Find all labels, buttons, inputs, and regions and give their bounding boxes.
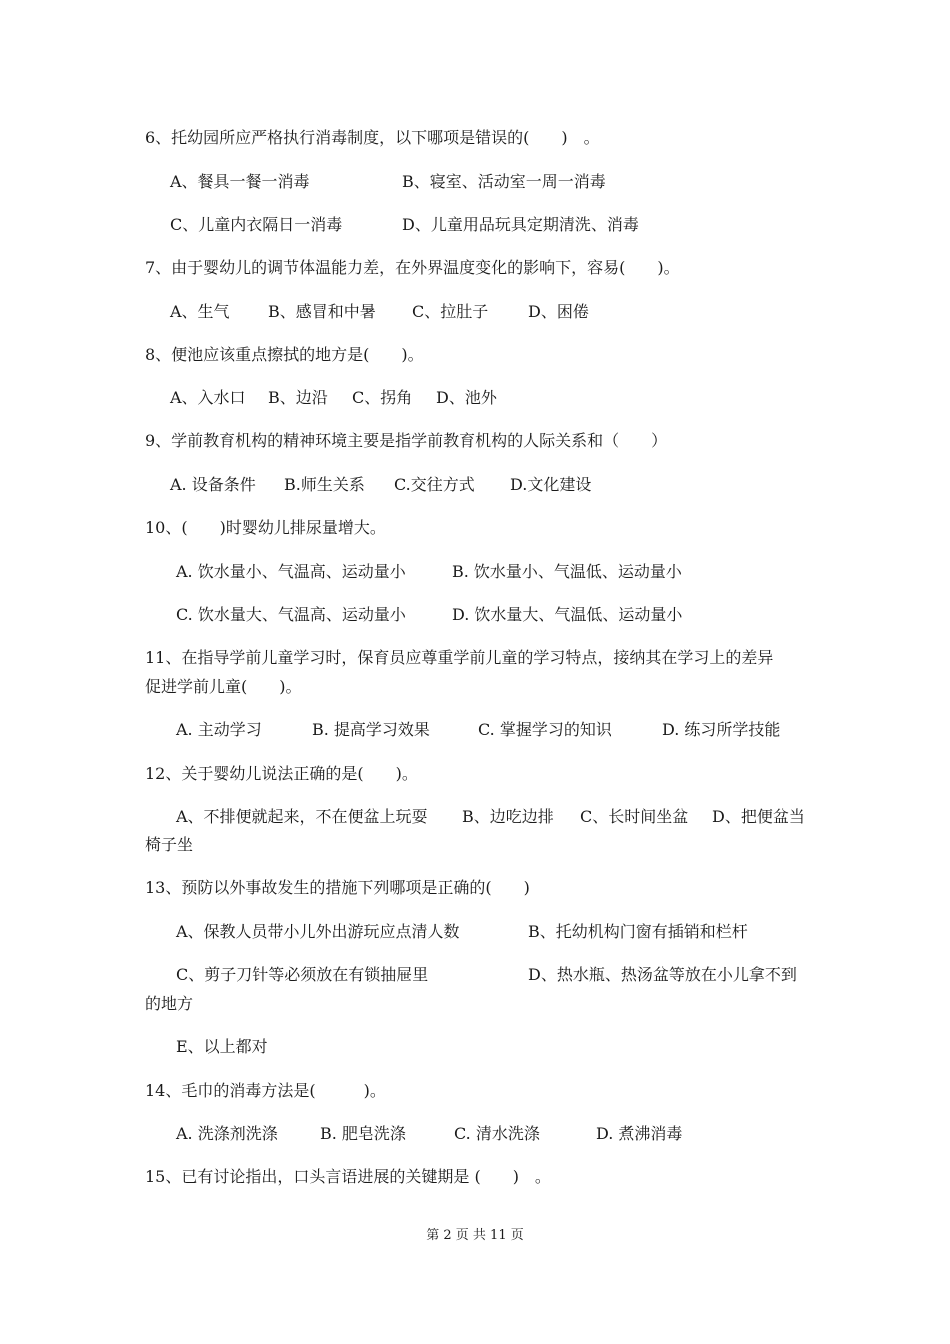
question-11-stem-line-2: 促进学前儿童( )。 [145,677,302,696]
question-11-option-c: C. 掌握学习的知识 [478,720,612,739]
question-13-option-d: D、热水瓶、热汤盆等放在小儿拿不到 [528,965,797,984]
question-15-stem: 15、已有讨论指出，口头言语进展的关键期是 ( ) 。 [145,1167,551,1186]
question-12-option-d-continuation: 椅子坐 [145,835,194,854]
question-11-stem-line-1: 11、在指导学前儿童学习时，保育员应尊重学前儿童的学习特点，接纳其在学习上的差异 [145,648,774,667]
question-8-option-a: A、入水口 [170,388,246,407]
question-14-option-b: B. 肥皂洗涤 [320,1124,406,1143]
question-6-option-a: A、餐具一餐一消毒 [170,172,310,191]
question-9-stem: 9、学前教育机构的精神环境主要是指学前教育机构的人际关系和（ ） [145,431,668,450]
question-7-option-d: D、困倦 [528,302,589,321]
page-number-footer: 第 2 页 共 11 页 [426,1228,524,1243]
question-7-stem: 7、由于婴幼儿的调节体温能力差，在外界温度变化的影响下，容易( )。 [145,258,680,277]
question-14-stem: 14、毛巾的消毒方法是( )。 [145,1081,386,1100]
question-9-option-b: B.师生关系 [284,475,365,494]
question-12-stem: 12、关于婴幼儿说法正确的是( )。 [145,764,418,783]
question-13-option-c: C、剪子刀针等必须放在有锁抽屉里 [176,965,429,984]
question-9-option-a: A. 设备条件 [170,475,256,494]
question-10-option-d: D. 饮水量大、气温低、运动量小 [452,605,683,624]
question-13-option-d-continuation: 的地方 [145,994,194,1013]
question-8-option-d: D、池外 [436,388,497,407]
question-10-option-a: A. 饮水量小、气温高、运动量小 [176,562,406,581]
question-13-stem: 13、预防以外事故发生的措施下列哪项是正确的( ) [145,878,530,897]
question-8-stem: 8、便池应该重点擦拭的地方是( )。 [145,345,424,364]
question-12-option-c: C、长时间坐盆 [580,807,689,826]
question-6-stem: 6、托幼园所应严格执行消毒制度，以下哪项是错误的( ) 。 [145,128,600,147]
question-14-option-d: D. 煮沸消毒 [596,1124,683,1143]
question-9-option-d: D.文化建设 [510,475,592,494]
question-9-option-c: C.交往方式 [394,475,475,494]
question-7-option-b: B、感冒和中暑 [268,302,376,321]
question-12-option-a: A、不排便就起来，不在便盆上玩耍 [176,807,428,826]
question-14-option-c: C. 清水洗涤 [454,1124,540,1143]
question-11-option-a: A. 主动学习 [176,720,262,739]
question-13-option-e: E、以上都对 [176,1037,268,1056]
question-14-option-a: A. 洗涤剂洗涤 [176,1124,278,1143]
question-6-option-c: C、儿童内衣隔日一消毒 [170,215,343,234]
question-12-option-b: B、边吃边排 [462,807,554,826]
question-10-option-b: B. 饮水量小、气温低、运动量小 [452,562,682,581]
question-6-option-b: B、寝室、活动室一周一消毒 [402,172,606,191]
question-11-option-d: D. 练习所学技能 [662,720,781,739]
question-10-option-c: C. 饮水量大、气温高、运动量小 [176,605,406,624]
question-10-stem: 10、( )时婴幼儿排尿量增大。 [145,518,386,537]
question-7-option-a: A、生气 [170,302,230,321]
question-7-option-c: C、拉肚子 [412,302,489,321]
question-12-option-d: D、把便盆当 [712,807,805,826]
question-11-option-b: B. 提高学习效果 [312,720,430,739]
question-8-option-c: C、拐角 [352,388,413,407]
question-13-option-b: B、托幼机构门窗有插销和栏杆 [528,922,748,941]
question-6-option-d: D、儿童用品玩具定期清洗、消毒 [402,215,639,234]
question-13-option-a: A、保教人员带小儿外出游玩应点清人数 [176,922,460,941]
question-8-option-b: B、边沿 [268,388,328,407]
